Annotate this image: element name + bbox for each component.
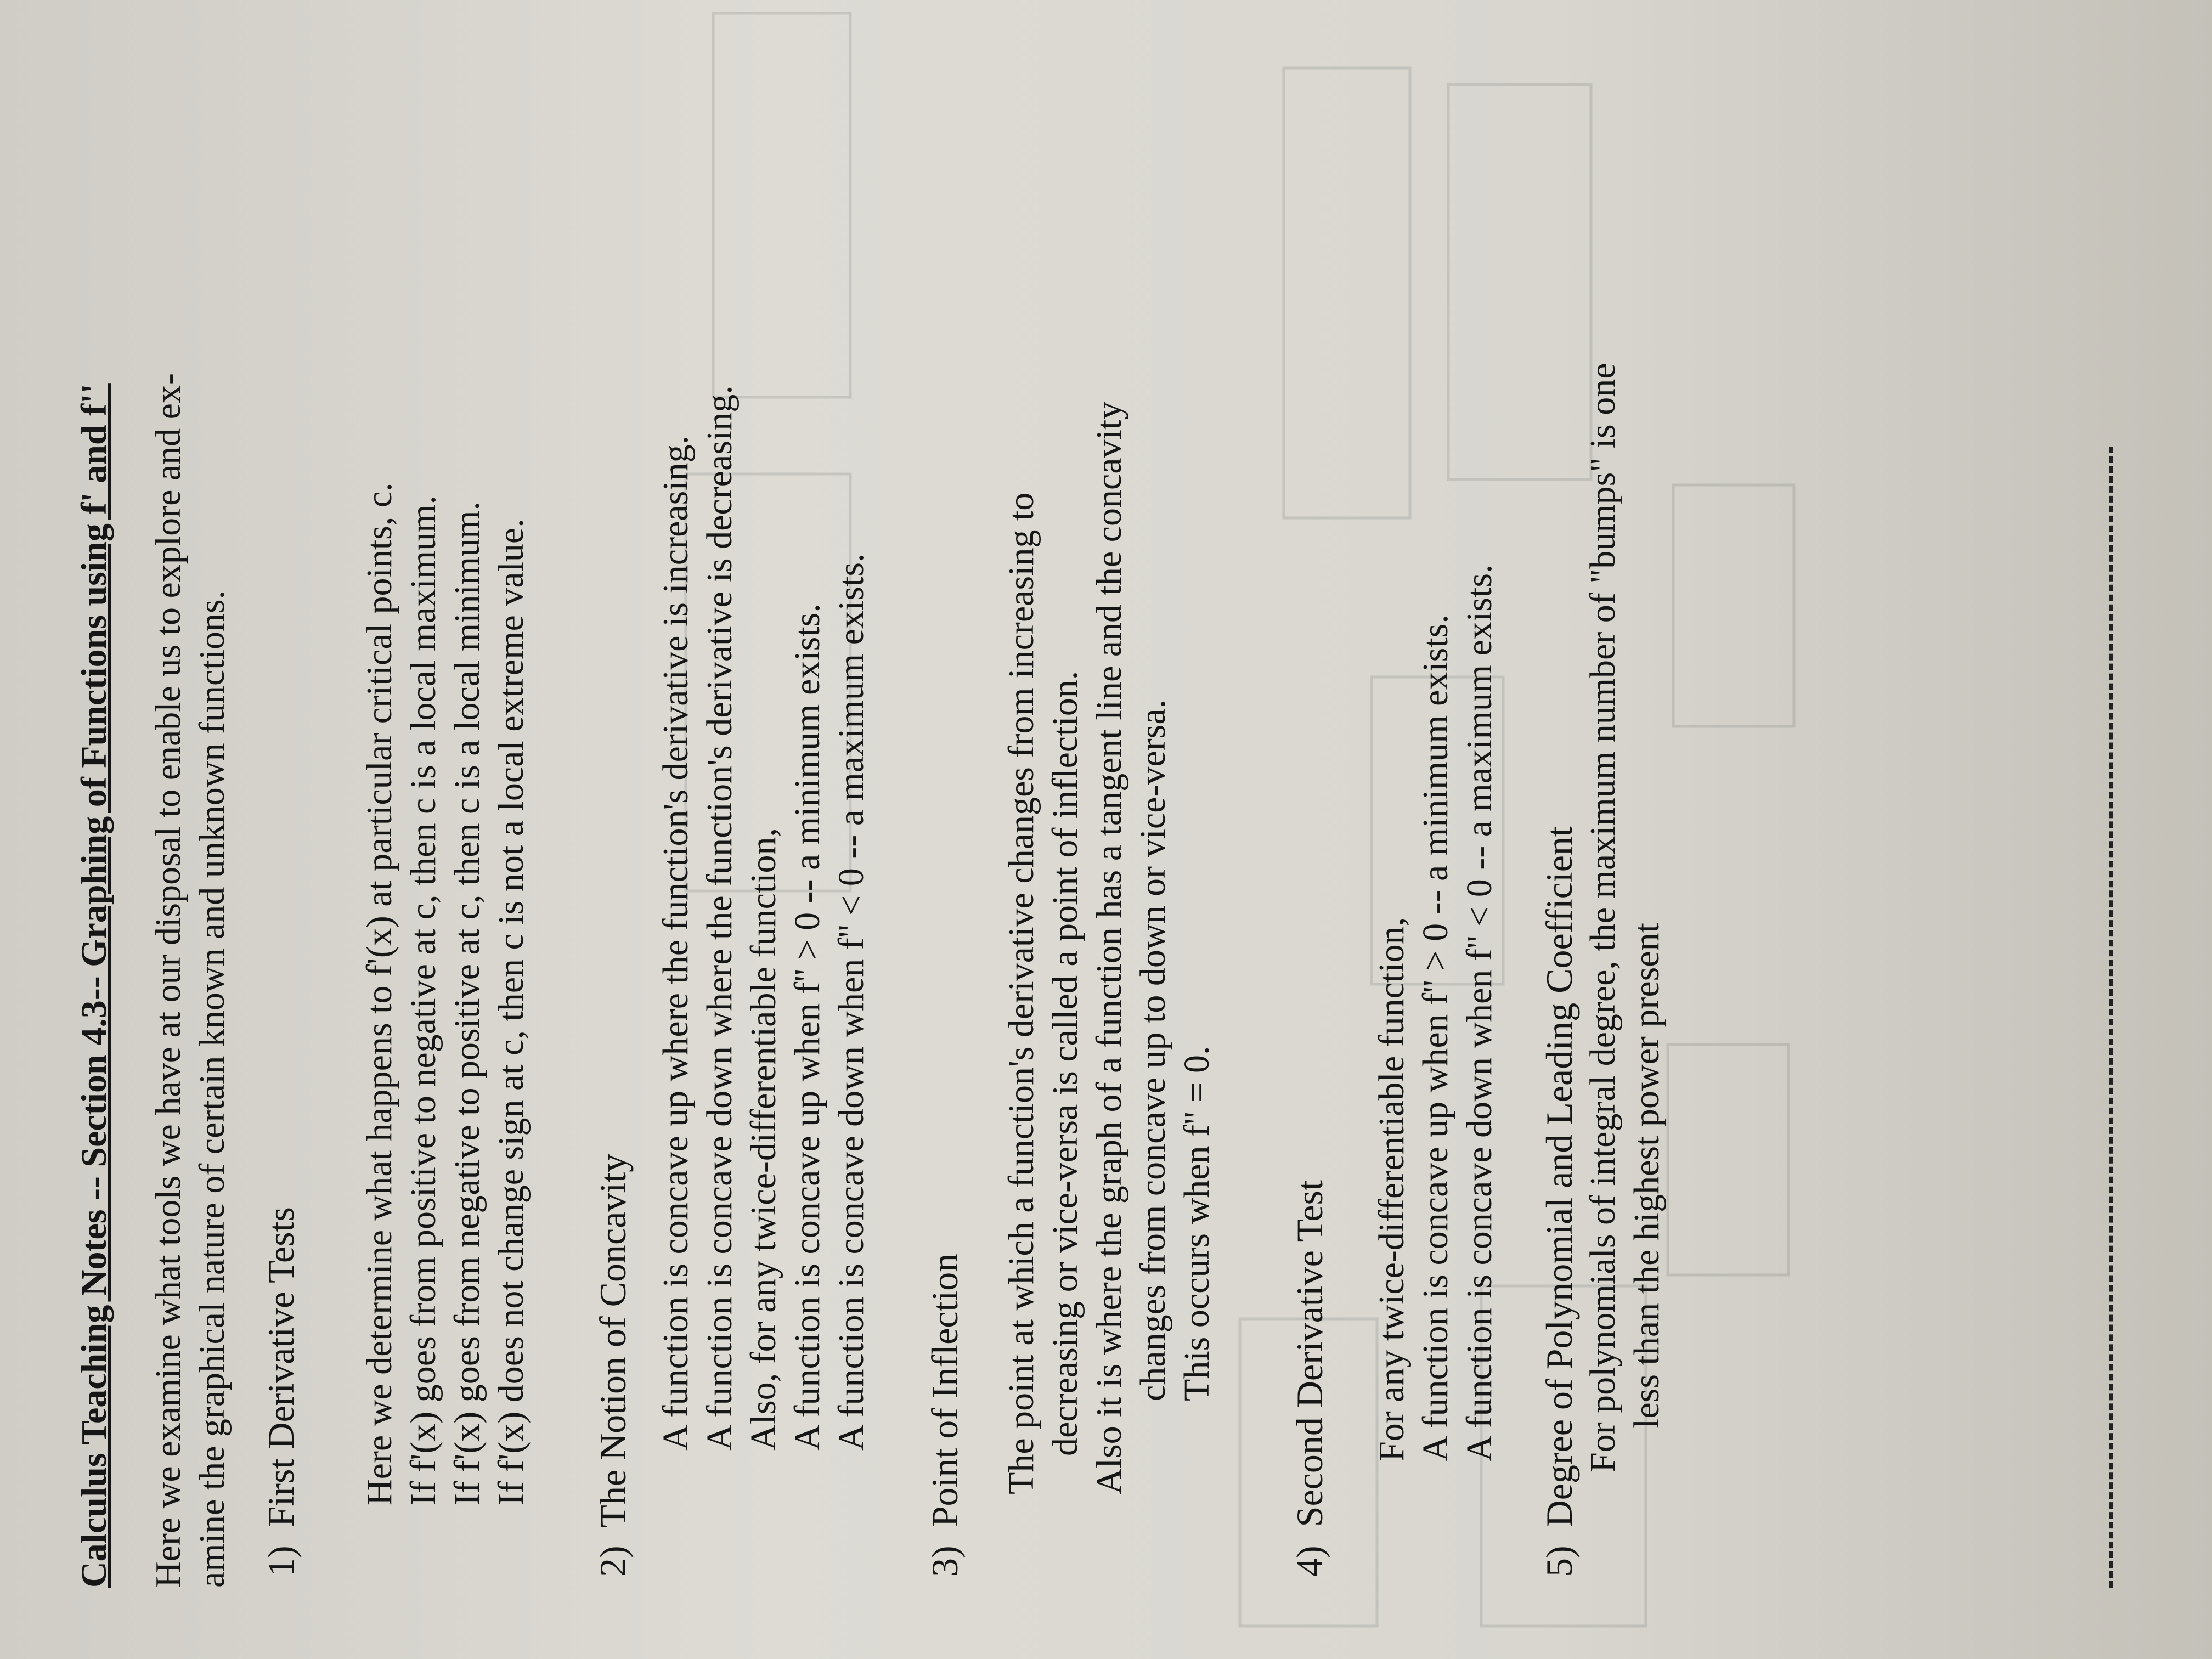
page-title: Calculus Teaching Notes -- Section 4.3-- Graphing of Functions using f' and f'' [74,383,114,1588]
section-3-line: Also it is where the graph of a function has a tangent line and the concavity [1089,401,1129,1494]
section-1-heading: 1) First Derivative Tests [260,1207,302,1577]
section-1-line: If f'(x) does not change sign at c, then c is not a local extreme value. [491,518,531,1505]
section-4-line: For any twice-differentiable function, [1372,917,1412,1462]
section-2-line: A function is concave down where the function's derivative is decreasing. [699,385,740,1451]
section-1-line: If f'(x) goes from negative to positive at c, then c is a local minimum. [447,501,487,1505]
section-5-line: For polynomials of integral degree, the maximum number of "bumps" is one [1583,363,1623,1472]
section-3-line: decreasing or vice-versa is called a point of inflection. [1045,670,1085,1456]
dashed-divider [2109,447,2113,1588]
section-4-heading: 4) Second Derivative Test [1289,1180,1330,1577]
section-2-line: A function is concave up where the function's derivative is increasing. [656,435,696,1451]
section-1-line: If f'(x) goes from positive to negative at c, then c is a local maximum. [403,495,443,1505]
section-2-heading: 2) The Notion of Concavity [592,1153,634,1577]
section-3-heading: 3) Point of Inflection [924,1253,966,1577]
intro-line-1: Here we examine what tools we have at our disposal to enable us to explore and ex- [148,373,188,1588]
intro-line-2: amine the graphical nature of certain known and unknown functions. [192,590,232,1588]
section-1-line: Here we determine what happens to f'(x) at particular critical points, c. [359,482,399,1505]
section-3-line: changes from concave up to down or vice-versa. [1133,699,1173,1401]
section-2-line: A function is concave up when f'' > 0 -- a minimum exists. [787,603,827,1451]
section-4-line: A function is concave down when f'' < 0 -- a maximum exists. [1459,564,1499,1462]
section-2-line: Also, for any twice-differentiable function, [743,827,783,1451]
section-5-line: less than the highest power present [1627,923,1667,1429]
section-3-line: This occurs when f'' = 0. [1177,1046,1217,1401]
section-4-line: A function is concave up when f'' > 0 -- a minimum exists. [1415,614,1455,1462]
section-2-line: A function is concave down when f'' < 0 -- a maximum exists. [831,553,871,1451]
section-3-line: The point at which a function's derivative changes from increasing to [1001,492,1041,1494]
section-5-heading: 5) Degree of Polynomial and Leading Coefficient [1538,826,1580,1577]
